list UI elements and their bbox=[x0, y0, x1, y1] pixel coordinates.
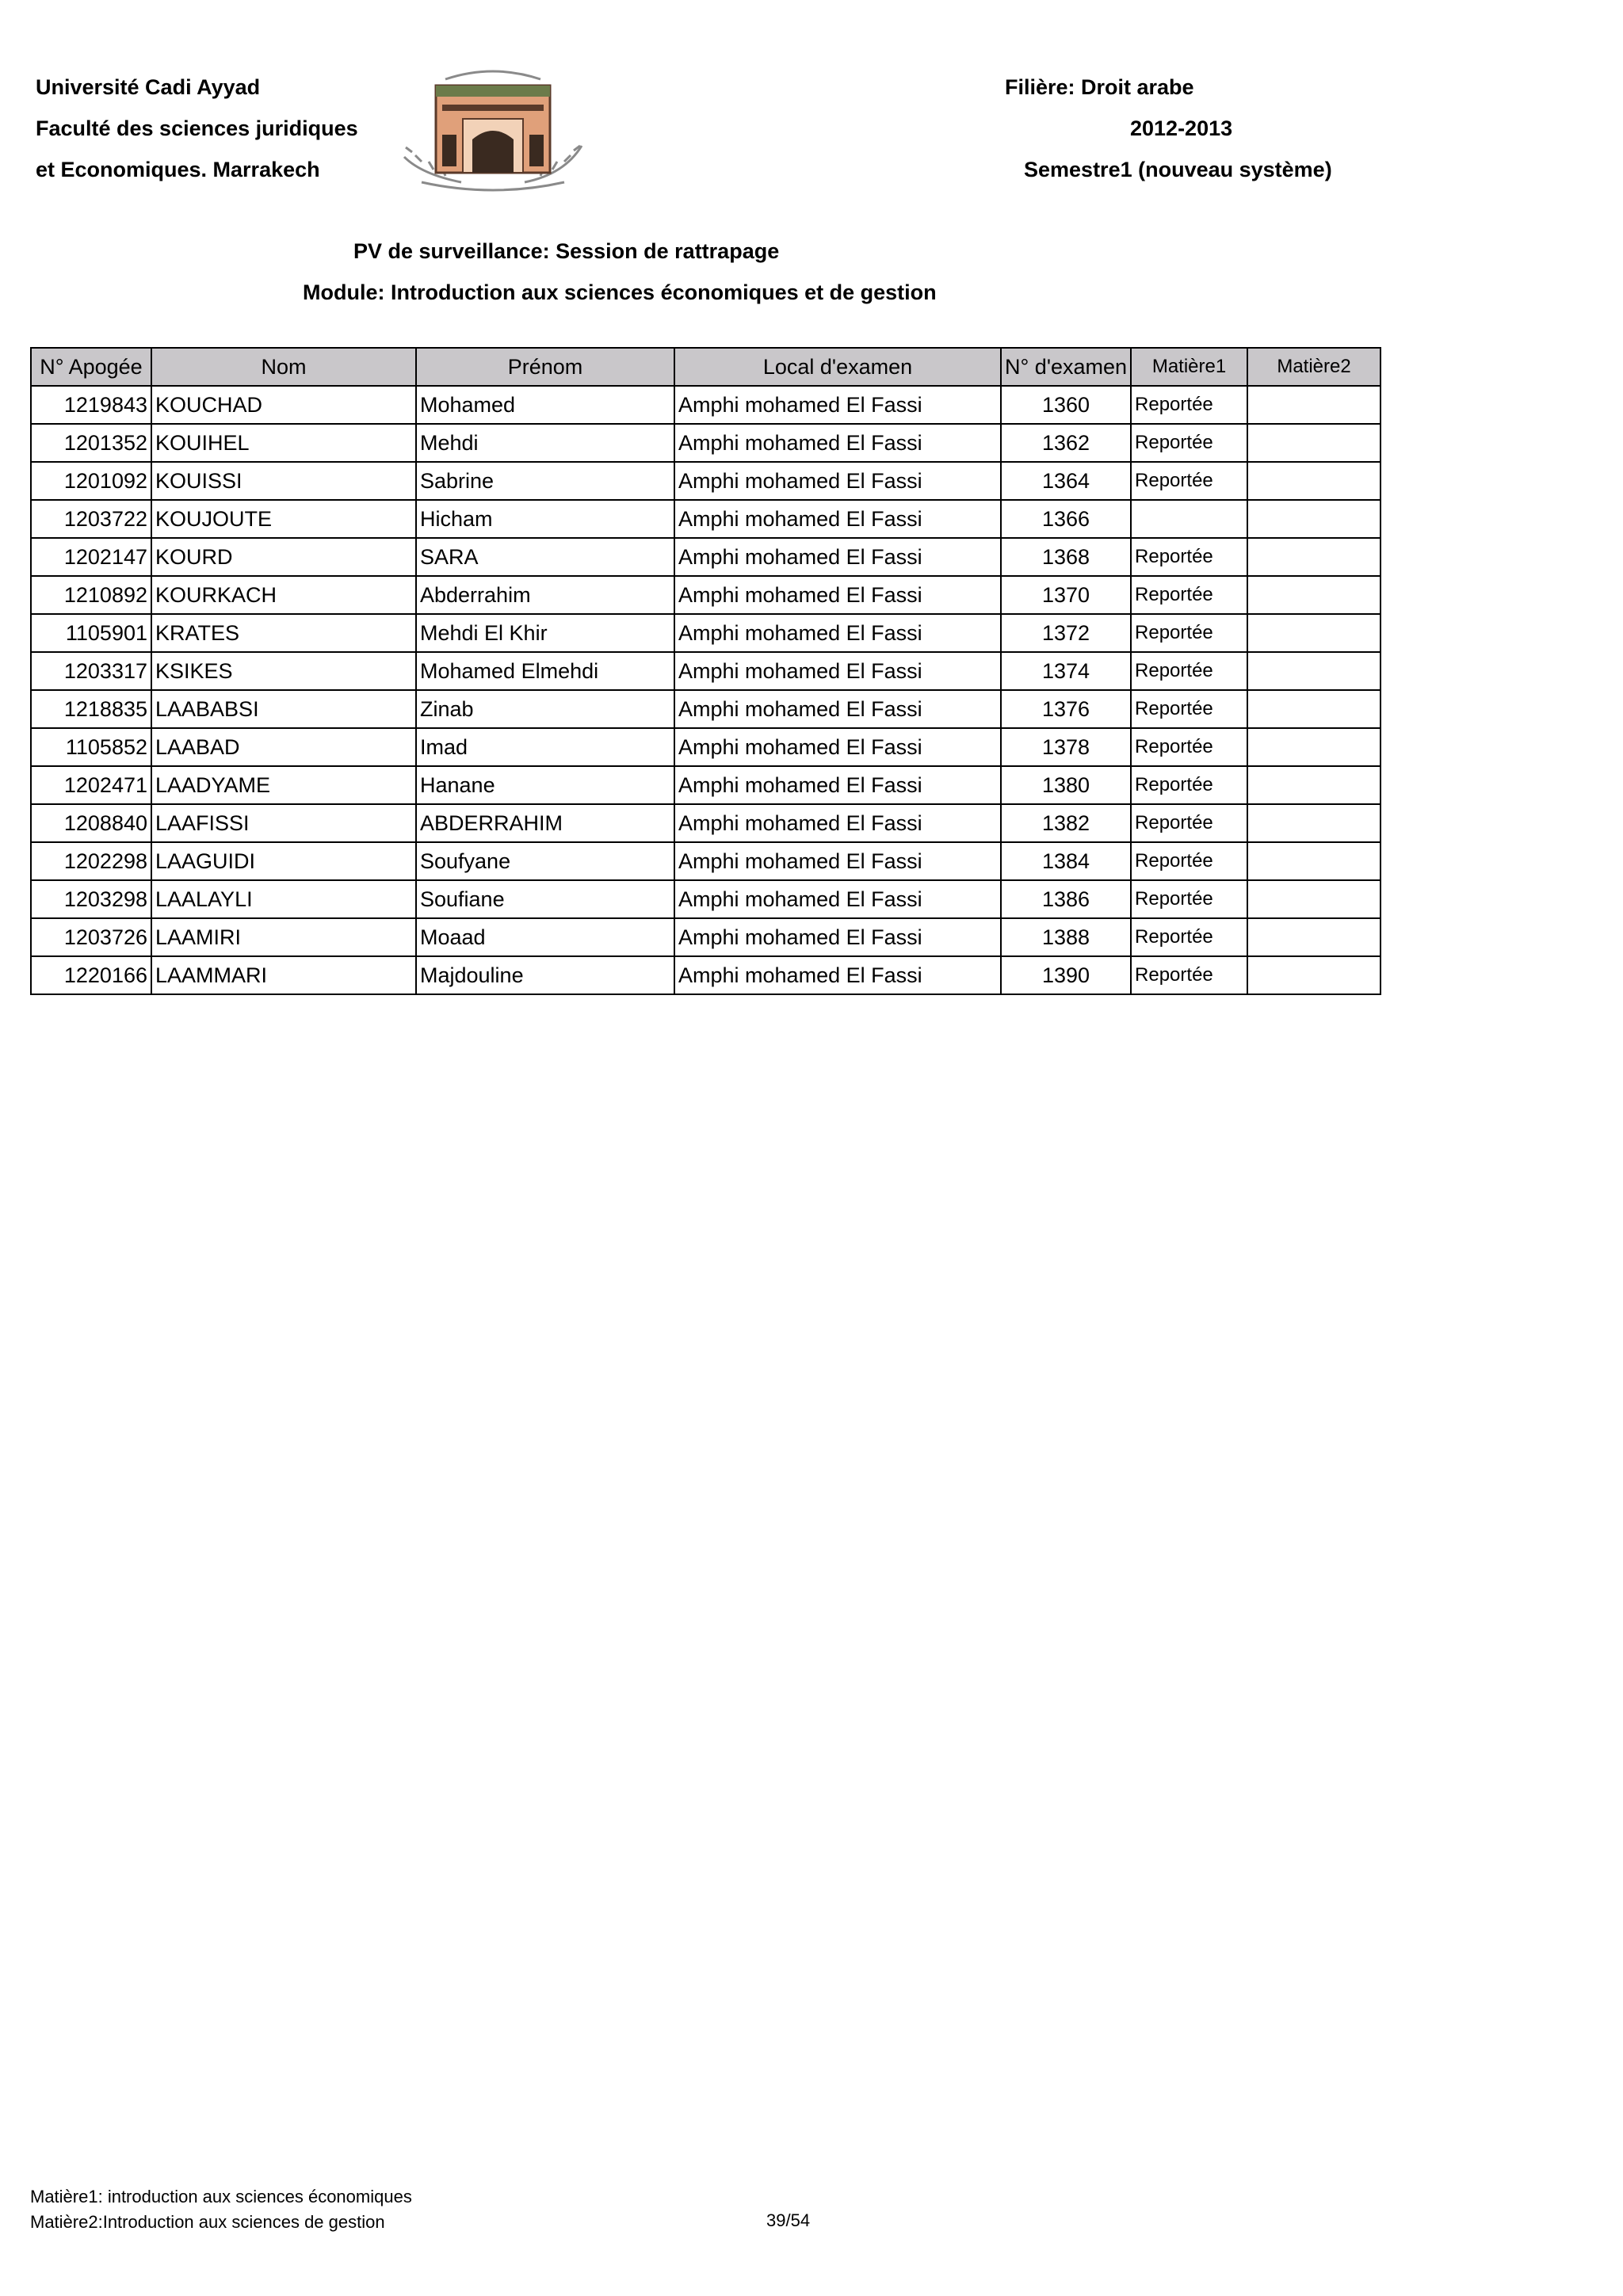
table-row bbox=[31, 918, 1381, 956]
pv-title: PV de surveillance: Session de rattrapage bbox=[353, 239, 780, 263]
cell-prenom: Soufiane bbox=[416, 880, 674, 918]
cell-matiere2 bbox=[1247, 424, 1381, 462]
cell-num-examen: 1390 bbox=[1001, 956, 1131, 994]
cell-apogee: 1202471 bbox=[31, 766, 151, 804]
cell-prenom: Hicham bbox=[416, 500, 674, 538]
cell-nom: KOUCHAD bbox=[151, 386, 416, 424]
cell-matiere2 bbox=[1247, 766, 1381, 804]
filiere-label: Filière: Droit arabe bbox=[1005, 75, 1194, 99]
cell-prenom: Moaad bbox=[416, 918, 674, 956]
cell-prenom: Mehdi bbox=[416, 424, 674, 462]
cell-prenom: SARA bbox=[416, 538, 674, 576]
cell-num-examen: 1380 bbox=[1001, 766, 1131, 804]
cell-apogee: 1202298 bbox=[31, 842, 151, 880]
cell-apogee: 1210892 bbox=[31, 576, 151, 614]
cell-matiere1: Reportée bbox=[1131, 956, 1247, 994]
cell-apogee: 1105852 bbox=[31, 728, 151, 766]
cell-num-examen: 1382 bbox=[1001, 804, 1131, 842]
cell-local: Amphi mohamed El Fassi bbox=[674, 576, 1001, 614]
cell-nom: LAAFISSI bbox=[151, 804, 416, 842]
col-apogee: N° Apogée bbox=[31, 348, 151, 386]
cell-nom: KOURD bbox=[151, 538, 416, 576]
module-title: Module: Introduction aux sciences économiques et de gestion bbox=[303, 280, 937, 304]
cell-nom: LAAMMARI bbox=[151, 956, 416, 994]
table-row bbox=[31, 614, 1381, 652]
cell-nom: KOUISSI bbox=[151, 462, 416, 500]
cell-prenom: Mohamed bbox=[416, 386, 674, 424]
table-row bbox=[31, 652, 1381, 690]
cell-nom: LAABABSI bbox=[151, 690, 416, 728]
cell-matiere1: Reportée bbox=[1131, 424, 1247, 462]
cell-matiere1: Reportée bbox=[1131, 652, 1247, 690]
cell-matiere1: Reportée bbox=[1131, 576, 1247, 614]
cell-nom: KOURKACH bbox=[151, 576, 416, 614]
col-local: Local d'examen bbox=[674, 348, 1001, 386]
table-row bbox=[31, 880, 1381, 918]
cell-prenom: Hanane bbox=[416, 766, 674, 804]
cell-matiere2 bbox=[1247, 538, 1381, 576]
matiere2-note: Matière2:Introduction aux sciences de gestion bbox=[30, 2212, 385, 2232]
cell-matiere2 bbox=[1247, 690, 1381, 728]
cell-matiere2 bbox=[1247, 956, 1381, 994]
cell-nom: LAAGUIDI bbox=[151, 842, 416, 880]
cell-local: Amphi mohamed El Fassi bbox=[674, 956, 1001, 994]
cell-apogee: 1203317 bbox=[31, 652, 151, 690]
cell-num-examen: 1374 bbox=[1001, 652, 1131, 690]
cell-local: Amphi mohamed El Fassi bbox=[674, 614, 1001, 652]
cell-local: Amphi mohamed El Fassi bbox=[674, 652, 1001, 690]
cell-nom: KOUJOUTE bbox=[151, 500, 416, 538]
cell-num-examen: 1370 bbox=[1001, 576, 1131, 614]
col-matiere2: Matière2 bbox=[1247, 348, 1381, 386]
cell-apogee: 1203722 bbox=[31, 500, 151, 538]
cell-nom: LAABAD bbox=[151, 728, 416, 766]
cell-matiere1: Reportée bbox=[1131, 766, 1247, 804]
cell-prenom: Imad bbox=[416, 728, 674, 766]
cell-matiere2 bbox=[1247, 918, 1381, 956]
cell-apogee: 1218835 bbox=[31, 690, 151, 728]
col-nom: Nom bbox=[151, 348, 416, 386]
cell-local: Amphi mohamed El Fassi bbox=[674, 766, 1001, 804]
cell-apogee: 1203726 bbox=[31, 918, 151, 956]
cell-matiere1: Reportée bbox=[1131, 842, 1247, 880]
cell-matiere2 bbox=[1247, 614, 1381, 652]
table-row bbox=[31, 804, 1381, 842]
cell-matiere2 bbox=[1247, 842, 1381, 880]
matiere1-note: Matière1: introduction aux sciences économiques bbox=[30, 2187, 412, 2206]
cell-matiere1: Reportée bbox=[1131, 462, 1247, 500]
faculty-name-line2: et Economiques. Marrakech bbox=[36, 158, 320, 181]
table-row bbox=[31, 424, 1381, 462]
cell-local: Amphi mohamed El Fassi bbox=[674, 386, 1001, 424]
col-num-examen: N° d'examen bbox=[1001, 348, 1131, 386]
cell-nom: LAADYAME bbox=[151, 766, 416, 804]
cell-matiere2 bbox=[1247, 804, 1381, 842]
cell-num-examen: 1384 bbox=[1001, 842, 1131, 880]
cell-matiere2 bbox=[1247, 880, 1381, 918]
table-row bbox=[31, 842, 1381, 880]
table-row bbox=[31, 576, 1381, 614]
table-row bbox=[31, 690, 1381, 728]
cell-local: Amphi mohamed El Fassi bbox=[674, 690, 1001, 728]
cell-prenom: Zinab bbox=[416, 690, 674, 728]
cell-matiere2 bbox=[1247, 462, 1381, 500]
cell-local: Amphi mohamed El Fassi bbox=[674, 500, 1001, 538]
table-row bbox=[31, 538, 1381, 576]
cell-num-examen: 1378 bbox=[1001, 728, 1131, 766]
cell-apogee: 1201092 bbox=[31, 462, 151, 500]
cell-matiere1 bbox=[1131, 500, 1247, 538]
cell-num-examen: 1360 bbox=[1001, 386, 1131, 424]
cell-apogee: 1208840 bbox=[31, 804, 151, 842]
cell-matiere2 bbox=[1247, 386, 1381, 424]
cell-num-examen: 1372 bbox=[1001, 614, 1131, 652]
cell-matiere1: Reportée bbox=[1131, 690, 1247, 728]
cell-num-examen: 1376 bbox=[1001, 690, 1131, 728]
faculty-name-line1: Faculté des sciences juridiques bbox=[36, 116, 358, 140]
cell-local: Amphi mohamed El Fassi bbox=[674, 918, 1001, 956]
col-matiere1: Matière1 bbox=[1131, 348, 1247, 386]
cell-num-examen: 1386 bbox=[1001, 880, 1131, 918]
cell-apogee: 1202147 bbox=[31, 538, 151, 576]
cell-num-examen: 1368 bbox=[1001, 538, 1131, 576]
cell-matiere1: Reportée bbox=[1131, 386, 1247, 424]
cell-prenom: Abderrahim bbox=[416, 576, 674, 614]
table-row bbox=[31, 386, 1381, 424]
cell-apogee: 1203298 bbox=[31, 880, 151, 918]
cell-local: Amphi mohamed El Fassi bbox=[674, 538, 1001, 576]
cell-num-examen: 1362 bbox=[1001, 424, 1131, 462]
cell-num-examen: 1388 bbox=[1001, 918, 1131, 956]
cell-apogee: 1219843 bbox=[31, 386, 151, 424]
cell-matiere2 bbox=[1247, 728, 1381, 766]
cell-apogee: 1105901 bbox=[31, 614, 151, 652]
semester-label: Semestre1 (nouveau système) bbox=[1024, 158, 1332, 181]
cell-prenom: ABDERRAHIM bbox=[416, 804, 674, 842]
cell-matiere2 bbox=[1247, 576, 1381, 614]
table-row bbox=[31, 462, 1381, 500]
table-row bbox=[31, 728, 1381, 766]
cell-local: Amphi mohamed El Fassi bbox=[674, 804, 1001, 842]
gate-building-icon bbox=[436, 86, 550, 173]
cell-prenom: Sabrine bbox=[416, 462, 674, 500]
university-gate-logo bbox=[390, 63, 596, 195]
table-row bbox=[31, 956, 1381, 994]
cell-apogee: 1220166 bbox=[31, 956, 151, 994]
cell-prenom: Soufyane bbox=[416, 842, 674, 880]
cell-matiere2 bbox=[1247, 500, 1381, 538]
cell-matiere1: Reportée bbox=[1131, 918, 1247, 956]
page-number: 39/54 bbox=[766, 2210, 811, 2230]
table-row bbox=[31, 500, 1381, 538]
cell-nom: LAAMIRI bbox=[151, 918, 416, 956]
cell-matiere1: Reportée bbox=[1131, 614, 1247, 652]
cell-prenom: Mohamed Elmehdi bbox=[416, 652, 674, 690]
cell-local: Amphi mohamed El Fassi bbox=[674, 462, 1001, 500]
table-row bbox=[31, 766, 1381, 804]
col-prenom: Prénom bbox=[416, 348, 674, 386]
academic-year: 2012-2013 bbox=[1130, 116, 1233, 140]
cell-apogee: 1201352 bbox=[31, 424, 151, 462]
cell-num-examen: 1364 bbox=[1001, 462, 1131, 500]
cell-nom: KOUIHEL bbox=[151, 424, 416, 462]
cell-num-examen: 1366 bbox=[1001, 500, 1131, 538]
university-name: Université Cadi Ayyad bbox=[36, 75, 261, 99]
cell-prenom: Majdouline bbox=[416, 956, 674, 994]
cell-matiere1: Reportée bbox=[1131, 804, 1247, 842]
cell-local: Amphi mohamed El Fassi bbox=[674, 880, 1001, 918]
cell-local: Amphi mohamed El Fassi bbox=[674, 728, 1001, 766]
table-header-row bbox=[31, 348, 1381, 386]
cell-matiere2 bbox=[1247, 652, 1381, 690]
cell-local: Amphi mohamed El Fassi bbox=[674, 424, 1001, 462]
cell-prenom: Mehdi El Khir bbox=[416, 614, 674, 652]
cell-nom: KSIKES bbox=[151, 652, 416, 690]
cell-local: Amphi mohamed El Fassi bbox=[674, 842, 1001, 880]
surveillance-table bbox=[30, 347, 1381, 995]
cell-matiere1: Reportée bbox=[1131, 538, 1247, 576]
cell-matiere1: Reportée bbox=[1131, 728, 1247, 766]
cell-nom: KRATES bbox=[151, 614, 416, 652]
table-body bbox=[31, 386, 1381, 994]
cell-matiere1: Reportée bbox=[1131, 880, 1247, 918]
cell-nom: LAALAYLI bbox=[151, 880, 416, 918]
